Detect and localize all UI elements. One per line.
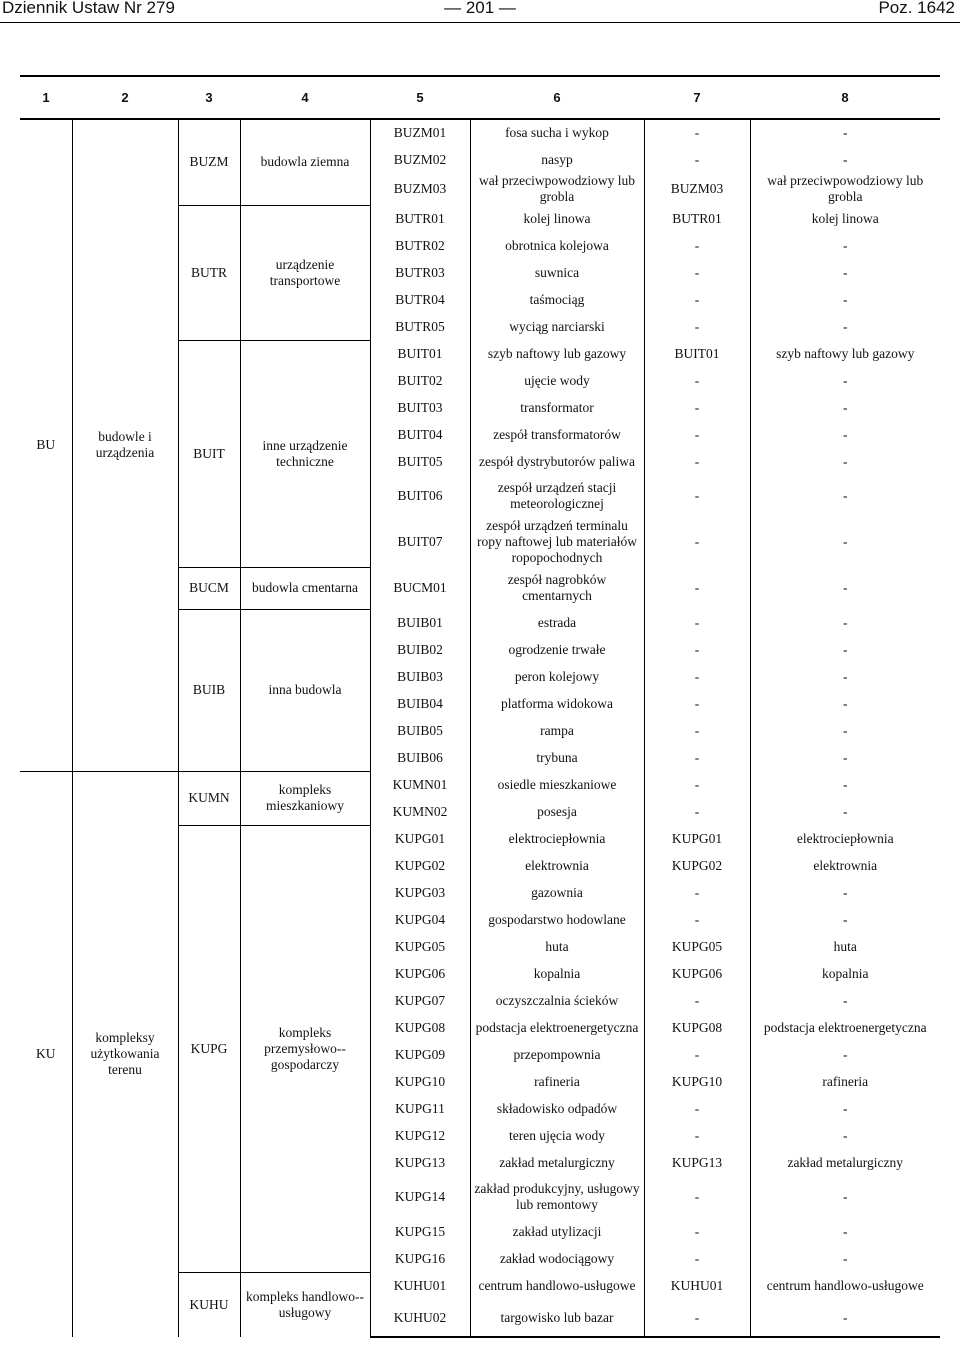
object-code: BUIT07: [370, 517, 470, 567]
object-name: szyb naftowy lub gazowy: [470, 340, 644, 367]
journal-title: Dziennik Ustaw Nr 279: [2, 0, 175, 17]
mapped-name: -: [750, 146, 940, 173]
object-name: wyciąg narciarski: [470, 313, 644, 340]
subgroup-name: kompleks przemysłowo--gospodarczy: [240, 825, 370, 1272]
mapped-name: wał przeciwpowodziowy lub grobla: [750, 173, 940, 205]
mapped-name: -: [750, 421, 940, 448]
mapped-code: -: [644, 567, 750, 609]
position-number: Poz. 1642: [878, 0, 955, 17]
object-name: podstacja elektroenergetyczna: [470, 1014, 644, 1041]
mapped-code: KUPG13: [644, 1149, 750, 1176]
object-name: kopalnia: [470, 960, 644, 987]
mapped-name: -: [750, 798, 940, 825]
mapped-name: szyb naftowy lub gazowy: [750, 340, 940, 367]
object-name: wał przeciwpowodziowy lub grobla: [470, 173, 644, 205]
mapped-name: -: [750, 717, 940, 744]
object-name: targowisko lub bazar: [470, 1299, 644, 1337]
object-name: gazownia: [470, 879, 644, 906]
subgroup-code: KUPG: [178, 825, 240, 1272]
mapped-code: -: [644, 421, 750, 448]
subgroup-code: BUCM: [178, 567, 240, 609]
mapped-code: -: [644, 1041, 750, 1068]
mapped-code: -: [644, 771, 750, 798]
mapped-code: -: [644, 906, 750, 933]
object-code: KUPG15: [370, 1218, 470, 1245]
column-header: 2: [72, 76, 178, 119]
mapped-name: -: [750, 690, 940, 717]
mapped-code: -: [644, 475, 750, 517]
mapped-code: BUTR01: [644, 205, 750, 232]
object-code: KUHU02: [370, 1299, 470, 1337]
object-name: zespół transformatorów: [470, 421, 644, 448]
subgroup-name: kompleks handlowo--usługowy: [240, 1272, 370, 1337]
mapped-code: -: [644, 1299, 750, 1337]
object-name: centrum handlowo-usługowe: [470, 1272, 644, 1299]
mapped-name: -: [750, 879, 940, 906]
mapped-name: -: [750, 448, 940, 475]
column-header: 3: [178, 76, 240, 119]
object-code: KUPG13: [370, 1149, 470, 1176]
object-code: KUPG04: [370, 906, 470, 933]
mapped-name: -: [750, 1299, 940, 1337]
object-name: zakład utylizacji: [470, 1218, 644, 1245]
mapped-code: -: [644, 1122, 750, 1149]
object-name: składowisko odpadów: [470, 1095, 644, 1122]
mapped-name: elektrownia: [750, 852, 940, 879]
subgroup-code: BUIT: [178, 340, 240, 567]
page-number: — 201 —: [444, 0, 516, 17]
mapped-name: -: [750, 744, 940, 771]
object-name: trybuna: [470, 744, 644, 771]
mapped-code: -: [644, 1218, 750, 1245]
mapped-code: -: [644, 313, 750, 340]
object-name: estrada: [470, 609, 644, 636]
subgroup-code: BUZM: [178, 119, 240, 205]
mapped-code: -: [644, 1176, 750, 1218]
mapped-name: -: [750, 1122, 940, 1149]
column-header: 1: [20, 76, 72, 119]
object-name: nasyp: [470, 146, 644, 173]
mapped-code: KUPG02: [644, 852, 750, 879]
subgroup-name: budowla cmentarna: [240, 567, 370, 609]
object-code: BUIB05: [370, 717, 470, 744]
object-name: rampa: [470, 717, 644, 744]
object-code: KUPG14: [370, 1176, 470, 1218]
subgroup-name: urządzenie transportowe: [240, 205, 370, 340]
header-rule: [0, 22, 960, 23]
object-name: zespół nagrobków cmentarnych: [470, 567, 644, 609]
object-code: BUIT05: [370, 448, 470, 475]
object-name: ogrodzenie trwałe: [470, 636, 644, 663]
column-header: 6: [470, 76, 644, 119]
object-code: KUPG12: [370, 1122, 470, 1149]
mapped-name: -: [750, 313, 940, 340]
object-name: elektrociepłownia: [470, 825, 644, 852]
mapped-name: -: [750, 663, 940, 690]
mapped-name: huta: [750, 933, 940, 960]
mapped-code: -: [644, 879, 750, 906]
mapped-code: KUPG05: [644, 933, 750, 960]
object-name: posesja: [470, 798, 644, 825]
mapped-name: zakład metalurgiczny: [750, 1149, 940, 1176]
mapped-code: -: [644, 798, 750, 825]
mapped-code: -: [644, 448, 750, 475]
mapped-name: podstacja elektroenergetyczna: [750, 1014, 940, 1041]
object-code: BUIB01: [370, 609, 470, 636]
mapped-code: -: [644, 259, 750, 286]
object-code: BUIB02: [370, 636, 470, 663]
object-code: KUPG02: [370, 852, 470, 879]
mapped-name: -: [750, 567, 940, 609]
object-name: elektrownia: [470, 852, 644, 879]
column-header-row: [20, 76, 940, 119]
mapped-code: KUPG01: [644, 825, 750, 852]
mapped-name: -: [750, 609, 940, 636]
object-code: BUCM01: [370, 567, 470, 609]
object-code: KUHU01: [370, 1272, 470, 1299]
column-header: 8: [750, 76, 940, 119]
mapped-code: KUPG10: [644, 1068, 750, 1095]
mapped-code: -: [644, 232, 750, 259]
object-name: fosa sucha i wykop: [470, 119, 644, 146]
mapped-code: BUIT01: [644, 340, 750, 367]
object-name: przepompownia: [470, 1041, 644, 1068]
mapped-code: -: [644, 609, 750, 636]
mapped-code: KUPG08: [644, 1014, 750, 1041]
mapped-code: KUHU01: [644, 1272, 750, 1299]
table-body: [20, 119, 940, 1337]
object-name: zespół urządzeń stacji meteorologicznej: [470, 475, 644, 517]
subgroup-code: BUIB: [178, 609, 240, 771]
mapped-name: -: [750, 119, 940, 146]
mapped-name: -: [750, 1218, 940, 1245]
object-code: BUTR05: [370, 313, 470, 340]
mapped-code: -: [644, 690, 750, 717]
object-code: BUZM01: [370, 119, 470, 146]
subgroup-name: inna budowla: [240, 609, 370, 771]
object-code: KUPG11: [370, 1095, 470, 1122]
object-code: BUTR02: [370, 232, 470, 259]
object-name: zakład produkcyjny, usługowy lub remontowy: [470, 1176, 644, 1218]
mapped-name: -: [750, 394, 940, 421]
object-name: platforma widokowa: [470, 690, 644, 717]
subgroup-name: budowla ziemna: [240, 119, 370, 205]
mapped-code: -: [644, 119, 750, 146]
mapped-name: -: [750, 771, 940, 798]
subgroup-name: inne urządzenie techniczne: [240, 340, 370, 567]
object-code: KUPG06: [370, 960, 470, 987]
mapped-name: -: [750, 259, 940, 286]
mapped-name: -: [750, 1095, 940, 1122]
mapped-code: BUZM03: [644, 173, 750, 205]
mapped-name: -: [750, 636, 940, 663]
mapped-name: -: [750, 987, 940, 1014]
object-code: BUIT03: [370, 394, 470, 421]
group-code: BU: [20, 119, 72, 771]
group-name: budowle i urządzenia: [72, 119, 178, 771]
object-name: zakład wodociągowy: [470, 1245, 644, 1272]
mapped-code: -: [644, 1095, 750, 1122]
object-code: BUZM03: [370, 173, 470, 205]
object-code: BUZM02: [370, 146, 470, 173]
object-name: zespół urządzeń terminalu ropy naftowej lub materiałów ropopochodnych: [470, 517, 644, 567]
mapped-code: -: [644, 636, 750, 663]
object-name: zespół dystrybutorów paliwa: [470, 448, 644, 475]
mapped-name: rafineria: [750, 1068, 940, 1095]
mapped-name: centrum handlowo-usługowe: [750, 1272, 940, 1299]
object-code: KUMN01: [370, 771, 470, 798]
object-name: zakład metalurgiczny: [470, 1149, 644, 1176]
mapped-code: -: [644, 717, 750, 744]
table-row: [20, 771, 940, 798]
object-code: KUPG10: [370, 1068, 470, 1095]
column-header: 5: [370, 76, 470, 119]
mapped-name: -: [750, 475, 940, 517]
object-code: BUIT01: [370, 340, 470, 367]
object-name: taśmociąg: [470, 286, 644, 313]
object-code: KUPG07: [370, 987, 470, 1014]
object-code: BUIT06: [370, 475, 470, 517]
subgroup-name: kompleks mieszkaniowy: [240, 771, 370, 825]
group-code: KU: [20, 771, 72, 1337]
mapped-code: KUPG06: [644, 960, 750, 987]
mapped-code: -: [644, 987, 750, 1014]
mapped-name: -: [750, 1176, 940, 1218]
object-name: obrotnica kolejowa: [470, 232, 644, 259]
object-name: oczyszczalnia ścieków: [470, 987, 644, 1014]
object-code: KUPG01: [370, 825, 470, 852]
object-code: BUTR01: [370, 205, 470, 232]
object-name: teren ujęcia wody: [470, 1122, 644, 1149]
mapped-code: -: [644, 367, 750, 394]
object-code: BUTR04: [370, 286, 470, 313]
mapped-name: -: [750, 1245, 940, 1272]
object-name: kolej linowa: [470, 205, 644, 232]
mapped-name: kopalnia: [750, 960, 940, 987]
object-code: KUMN02: [370, 798, 470, 825]
object-name: ujęcie wody: [470, 367, 644, 394]
mapped-name: kolej linowa: [750, 205, 940, 232]
object-name: osiedle mieszkaniowe: [470, 771, 644, 798]
object-name: transformator: [470, 394, 644, 421]
object-code: BUIT02: [370, 367, 470, 394]
object-code: KUPG08: [370, 1014, 470, 1041]
object-code: BUIB06: [370, 744, 470, 771]
object-name: huta: [470, 933, 644, 960]
object-code: BUIB03: [370, 663, 470, 690]
mapped-name: -: [750, 517, 940, 567]
mapped-name: -: [750, 286, 940, 313]
object-name: gospodarstwo hodowlane: [470, 906, 644, 933]
table-row: [20, 119, 940, 146]
object-name: rafineria: [470, 1068, 644, 1095]
subgroup-code: BUTR: [178, 205, 240, 340]
column-header: 7: [644, 76, 750, 119]
mapped-name: -: [750, 232, 940, 259]
mapped-name: -: [750, 1041, 940, 1068]
mapped-code: -: [644, 744, 750, 771]
mapped-code: -: [644, 517, 750, 567]
object-code: KUPG09: [370, 1041, 470, 1068]
mapped-code: -: [644, 663, 750, 690]
mapped-name: -: [750, 367, 940, 394]
object-code: KUPG05: [370, 933, 470, 960]
column-header: 4: [240, 76, 370, 119]
mapped-code: -: [644, 1245, 750, 1272]
mapped-code: -: [644, 146, 750, 173]
object-code: BUTR03: [370, 259, 470, 286]
page-header: [0, 0, 960, 22]
mapped-name: elektrociepłownia: [750, 825, 940, 852]
mapped-name: -: [750, 906, 940, 933]
object-code: KUPG03: [370, 879, 470, 906]
object-name: suwnica: [470, 259, 644, 286]
subgroup-code: KUMN: [178, 771, 240, 825]
object-code: KUPG16: [370, 1245, 470, 1272]
classification-table: [20, 75, 940, 1338]
object-name: peron kolejowy: [470, 663, 644, 690]
mapped-code: -: [644, 286, 750, 313]
object-code: BUIB04: [370, 690, 470, 717]
group-name: kompleksy użytkowania terenu: [72, 771, 178, 1337]
object-code: BUIT04: [370, 421, 470, 448]
mapped-code: -: [644, 394, 750, 421]
subgroup-code: KUHU: [178, 1272, 240, 1337]
